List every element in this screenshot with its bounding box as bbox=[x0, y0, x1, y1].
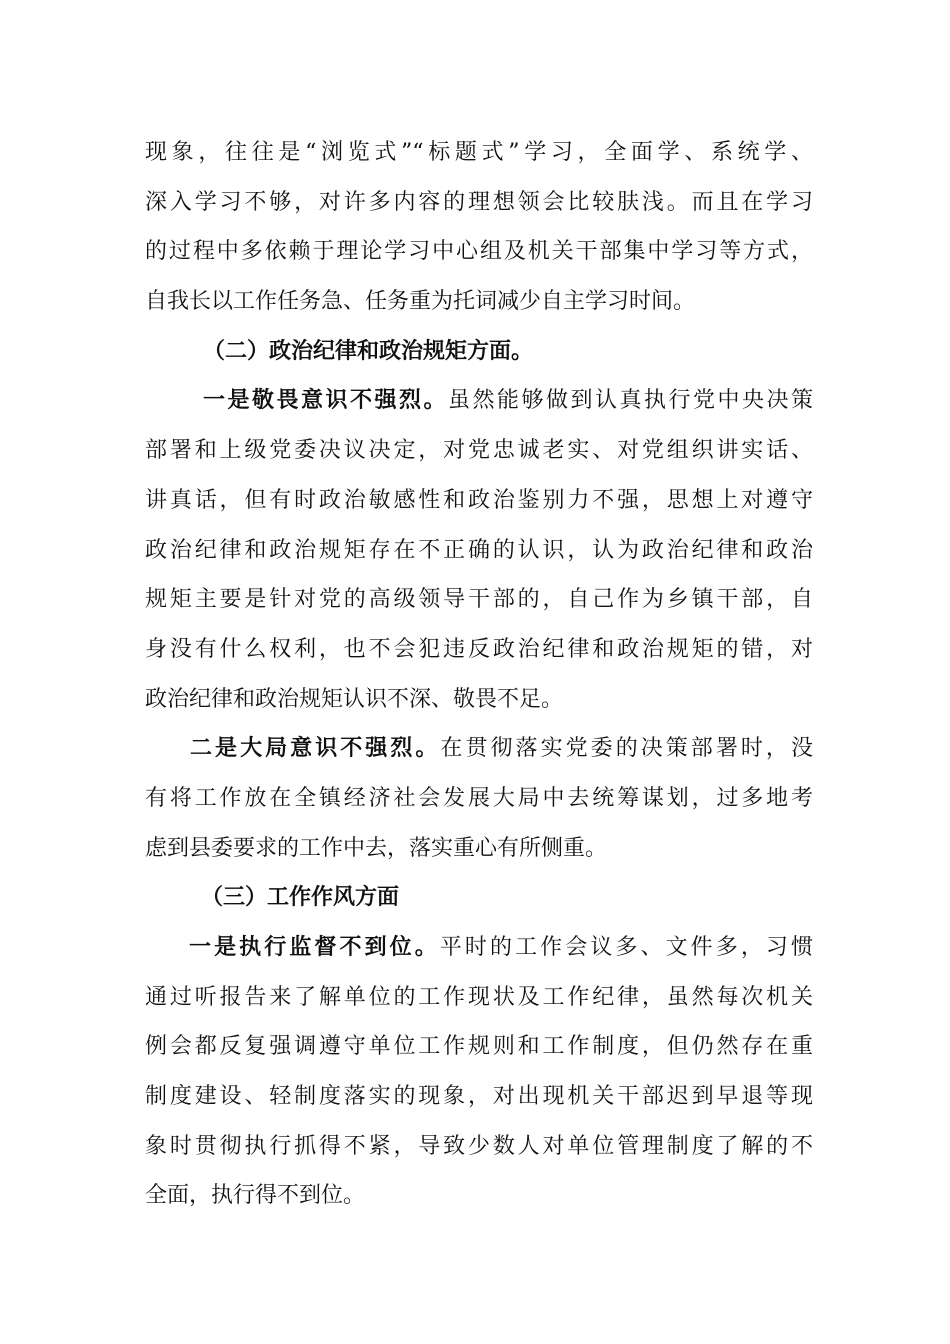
text-line: 现象，往往是“浏览式”“标题式”学习，全面学、系统学、 bbox=[145, 140, 813, 165]
document-page bbox=[145, 128, 813, 1221]
text-line: 例会都反复强调遵守单位工作规则和工作制度，但仍然存在重 bbox=[145, 1034, 813, 1060]
text-line: 有将工作放在全镇经济社会发展大局中去统筹谋划，过多地考 bbox=[145, 785, 813, 811]
text-line: 象时贯彻执行抓得不紧，导致少数人对单位管理制度了解的不 bbox=[145, 1133, 813, 1159]
paragraph-first-line: 在贯彻落实党委的决策部署时，没 bbox=[440, 736, 813, 762]
text-line: 全面，执行得不到位。 bbox=[145, 1183, 366, 1209]
paragraph-first-line: 虽然能够做到认真执行党中央决策 bbox=[448, 388, 813, 414]
text-line: 身没有什么权利，也不会犯违反政治纪律和政治规矩的错，对 bbox=[145, 636, 813, 662]
text-line bbox=[145, 724, 813, 774]
text-line bbox=[145, 376, 813, 426]
text-line: 政治纪律和政治规矩认识不深、敬畏不足。 bbox=[145, 686, 564, 712]
paragraph-big-picture bbox=[145, 724, 813, 873]
text-line: 深入学习不够，对许多内容的理想领会比较肤浅。而且在学习 bbox=[145, 189, 813, 215]
text-line: 的过程中多依赖于理论学习中心组及机关干部集中学习等方式， bbox=[145, 239, 813, 265]
paragraph-lead: 一是执行监督不到位。 bbox=[189, 934, 440, 960]
section-heading-work-style: （三）工作作风方面 bbox=[201, 884, 400, 911]
text-line: 政治纪律和政治规矩存在不正确的认识，认为政治纪律和政治 bbox=[145, 537, 813, 563]
paragraph-first-line: 平时的工作会议多、文件多，习惯 bbox=[439, 935, 813, 960]
paragraph-supervision bbox=[145, 923, 813, 1221]
text-line: 规矩主要是针对党的高级领导干部的，自己作为乡镇干部，自 bbox=[145, 587, 813, 613]
text-line: 讲真话，但有时政治敏感性和政治鉴别力不强，思想上对遵守 bbox=[145, 487, 813, 513]
paragraph-study bbox=[145, 128, 813, 327]
paragraph-lead: 二是大局意识不强烈。 bbox=[190, 735, 441, 762]
text-line: 通过听报告来了解单位的工作现状及工作纪律，虽然每次机关 bbox=[145, 984, 813, 1010]
paragraph-lead: 一是敬畏意识不强烈。 bbox=[203, 387, 448, 414]
text-line: 部署和上级党委决议决定，对党忠诚老实、对党组织讲实话、 bbox=[145, 438, 813, 464]
text-line: 虑到县委要求的工作中去，落实重心有所侧重。 bbox=[145, 835, 608, 861]
paragraph-awe bbox=[145, 376, 813, 724]
section-heading-political-discipline: （二）政治纪律和政治规矩方面。 bbox=[203, 337, 534, 364]
text-line: 制度建设、轻制度落实的现象，对出现机关干部迟到早退等现 bbox=[145, 1084, 813, 1110]
text-line bbox=[145, 923, 813, 973]
text-line: 自我长以工作任务急、任务重为托词减少自主学习时间。 bbox=[145, 289, 696, 315]
